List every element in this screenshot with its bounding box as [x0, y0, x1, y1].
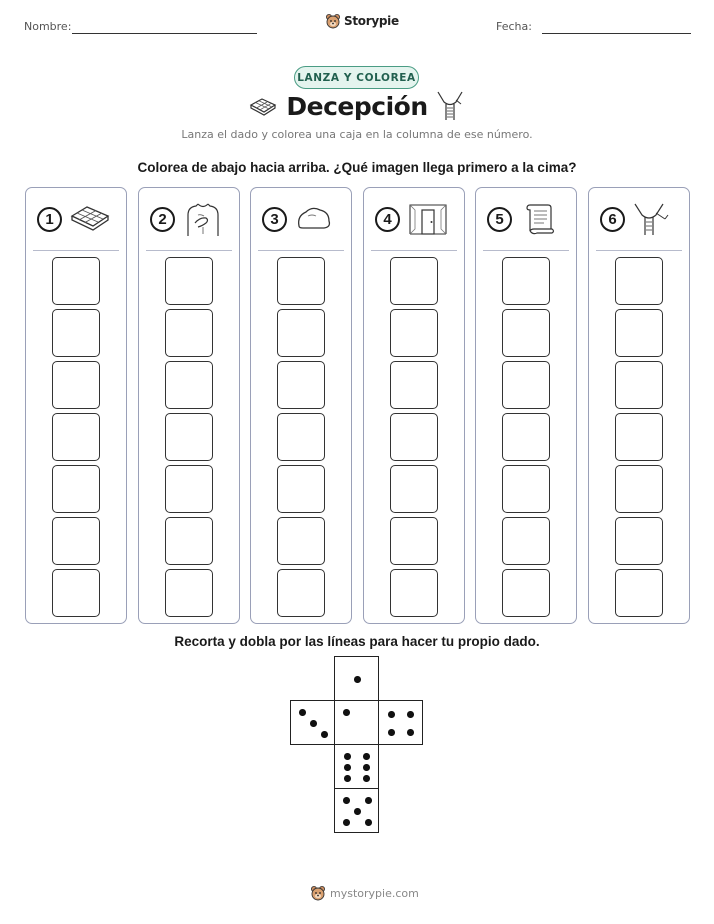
color-box[interactable]	[165, 361, 213, 409]
color-box[interactable]	[165, 257, 213, 305]
pip	[321, 731, 328, 738]
pip	[344, 775, 351, 782]
footer-url[interactable]: mystorypie.com	[330, 886, 419, 900]
color-box[interactable]	[502, 413, 550, 461]
die-face-5	[334, 788, 379, 833]
pip	[344, 753, 351, 760]
column-number: 2	[150, 207, 175, 232]
column-divider	[258, 250, 344, 251]
pip	[343, 709, 350, 716]
dough-icon	[294, 201, 334, 235]
column-divider	[596, 250, 682, 251]
pip	[343, 797, 350, 804]
color-box[interactable]	[52, 361, 100, 409]
column-header	[364, 188, 464, 250]
color-box[interactable]	[502, 257, 550, 305]
footer	[310, 885, 419, 901]
color-box[interactable]	[52, 517, 100, 565]
pip	[344, 764, 351, 771]
color-box[interactable]	[52, 465, 100, 513]
pip	[388, 729, 395, 736]
brand-logo	[325, 13, 399, 29]
color-box[interactable]	[165, 517, 213, 565]
color-box[interactable]	[615, 257, 663, 305]
pip	[354, 808, 361, 815]
color-box[interactable]	[502, 309, 550, 357]
pip	[363, 775, 370, 782]
color-box[interactable]	[615, 413, 663, 461]
column-3	[250, 187, 352, 624]
column-5	[475, 187, 577, 624]
color-box[interactable]	[615, 361, 663, 409]
person-chest-icon	[182, 201, 224, 237]
bear-logo-icon	[310, 885, 326, 901]
color-box[interactable]	[390, 569, 438, 617]
column-header	[139, 188, 239, 250]
column-number: 5	[487, 207, 512, 232]
color-box[interactable]	[277, 361, 325, 409]
subtitle: Lanza el dado y colorea una caja en la columna de ese número.	[181, 128, 533, 141]
door-room-icon	[407, 201, 449, 237]
column-header	[251, 188, 351, 250]
color-box[interactable]	[502, 569, 550, 617]
column-divider	[33, 250, 119, 251]
column-header	[26, 188, 126, 250]
column-number: 4	[375, 207, 400, 232]
column-2	[138, 187, 240, 624]
throat-icon	[632, 201, 672, 239]
color-box[interactable]	[502, 361, 550, 409]
column-header	[589, 188, 689, 250]
color-box[interactable]	[390, 517, 438, 565]
color-box[interactable]	[277, 569, 325, 617]
pip	[363, 753, 370, 760]
column-header	[476, 188, 576, 250]
column-number: 3	[262, 207, 287, 232]
name-line	[72, 33, 257, 34]
die-face-3	[290, 700, 335, 745]
color-box[interactable]	[390, 413, 438, 461]
color-box[interactable]	[502, 517, 550, 565]
bear-logo-icon	[325, 13, 341, 29]
color-box[interactable]	[615, 309, 663, 357]
pip	[407, 729, 414, 736]
name-label: Nombre:	[24, 20, 72, 33]
color-box[interactable]	[277, 257, 325, 305]
pip	[388, 711, 395, 718]
color-box[interactable]	[277, 465, 325, 513]
scroll-icon	[519, 201, 559, 237]
color-box[interactable]	[52, 413, 100, 461]
color-box[interactable]	[52, 309, 100, 357]
color-box[interactable]	[165, 569, 213, 617]
page-title: Decepción	[286, 92, 428, 121]
column-1	[25, 187, 127, 624]
die-face-1	[334, 700, 379, 745]
color-box[interactable]	[615, 517, 663, 565]
color-box[interactable]	[615, 569, 663, 617]
color-box[interactable]	[390, 361, 438, 409]
column-divider	[483, 250, 569, 251]
color-box[interactable]	[277, 517, 325, 565]
color-box[interactable]	[390, 257, 438, 305]
pip	[365, 797, 372, 804]
pip	[354, 676, 361, 683]
color-box[interactable]	[52, 257, 100, 305]
cut-instruction: Recorta y dobla por las líneas para hacer tu propio dado.	[174, 634, 540, 649]
column-number: 1	[37, 207, 62, 232]
pip	[407, 711, 414, 718]
pip	[365, 819, 372, 826]
column-divider	[371, 250, 457, 251]
instruction: Colorea de abajo hacia arriba. ¿Qué imagen llega primero a la cima?	[137, 160, 577, 175]
color-box[interactable]	[165, 413, 213, 461]
column-number: 6	[600, 207, 625, 232]
column-divider	[146, 250, 232, 251]
activity-badge: LANZA Y COLOREA	[294, 66, 419, 89]
pip	[299, 709, 306, 716]
die-face-1	[334, 656, 379, 701]
quilt-icon	[69, 201, 111, 235]
color-box[interactable]	[52, 569, 100, 617]
date-label: Fecha:	[496, 20, 532, 33]
color-box[interactable]	[502, 465, 550, 513]
throat-icon	[436, 90, 464, 122]
die-face-4	[378, 700, 423, 745]
color-box[interactable]	[165, 309, 213, 357]
color-box[interactable]	[615, 465, 663, 513]
column-6	[588, 187, 690, 624]
pip	[363, 764, 370, 771]
color-box[interactable]	[277, 309, 325, 357]
brand-name: Storypie	[344, 14, 399, 28]
die-face-6	[334, 744, 379, 789]
color-box[interactable]	[390, 309, 438, 357]
date-line	[542, 33, 691, 34]
pip	[310, 720, 317, 727]
pip	[343, 819, 350, 826]
color-box[interactable]	[390, 465, 438, 513]
column-4	[363, 187, 465, 624]
color-box[interactable]	[165, 465, 213, 513]
color-box[interactable]	[277, 413, 325, 461]
